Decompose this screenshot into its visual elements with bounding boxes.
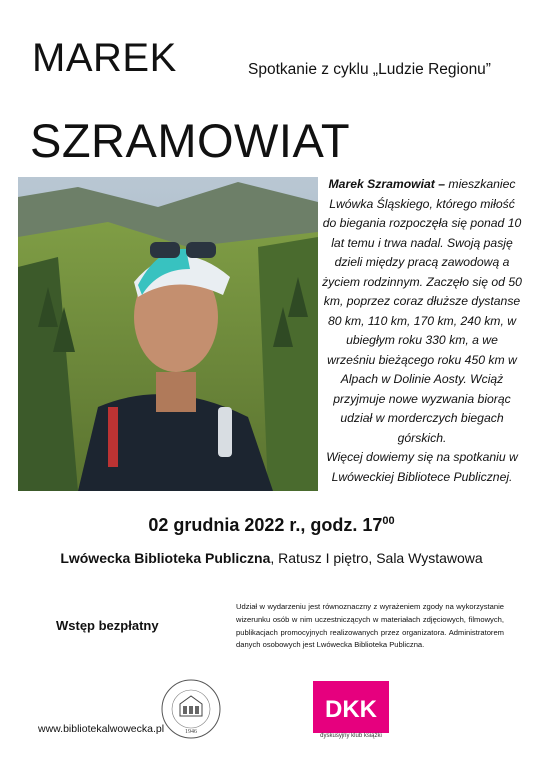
dkk-logo [313,681,389,733]
series-subtitle: Spotkanie z cyklu „Ludzie Regionu” [248,61,491,78]
event-venue [0,550,543,566]
venue-details: , Ratusz I piętro, Sala Wystawowa [270,550,483,566]
event-date-text: 02 grudnia 2022 r., godz. 17 [148,515,383,535]
library-stamp-logo [160,678,222,740]
event-time-minutes: 00 [382,515,395,527]
speaker-photo [18,177,318,491]
stamp-year: 1946 [185,729,197,735]
dkk-logo-text: DKK [325,696,377,723]
library-seal-icon [160,678,222,740]
speaker-last-name: SZRAMOWIAT [30,114,351,167]
event-date [0,515,543,536]
bio-name: Marek Szramowiat – [328,177,446,191]
speaker-first-name: MAREK [32,36,177,80]
image-consent-notice: Udział w wydarzeniu jest równoznaczny z wyrażeniem zgody na wykorzystanie wizerunku osób w nim uczestniczących w materiałach zdjęciowych, filmowych, publikacjach promocyjnych realizowanych przez organizatora. Administratorem danych osobowych jest Lwówecka Biblioteka Publiczna. [236,602,504,650]
bio-text: mieszkaniec Lwówka Śląskiego, którego miłość do biegania rozpoczęła się ponad 10 lat temu i trwa nadal. Swoją pasję dzieli między pracą zawodową a życiem rodzinnym. Zaczęło się od 50 km, poprzez coraz dłuższe dystanse 80 km, 110 km, 170 km, 240 km, w ubiegłym roku 330 km, a we wrześniu bieżącego roku 450 km w Alpach w Dolinie Aosty. Wciąż przyjmuje nowe wyzwania biorąc udział w morderczych biegach górskich. [322,177,522,445]
bio-closing: Więcej dowiemy się na spotkaniu w Lwóweckiej Bibliotece Publicznej. [326,450,518,484]
speaker-bio [322,175,522,487]
free-entry-note: Wstęp bezpłatny [56,618,159,633]
venue-name: Lwówecka Biblioteka Publiczna [60,550,271,566]
dkk-logo-icon [313,681,389,733]
library-website-link[interactable]: www.bibliotekalwowecka.pl [38,723,165,735]
dkk-tagline: dyskusyjny klub książki [320,733,382,739]
portrait-photo-icon [18,177,318,491]
